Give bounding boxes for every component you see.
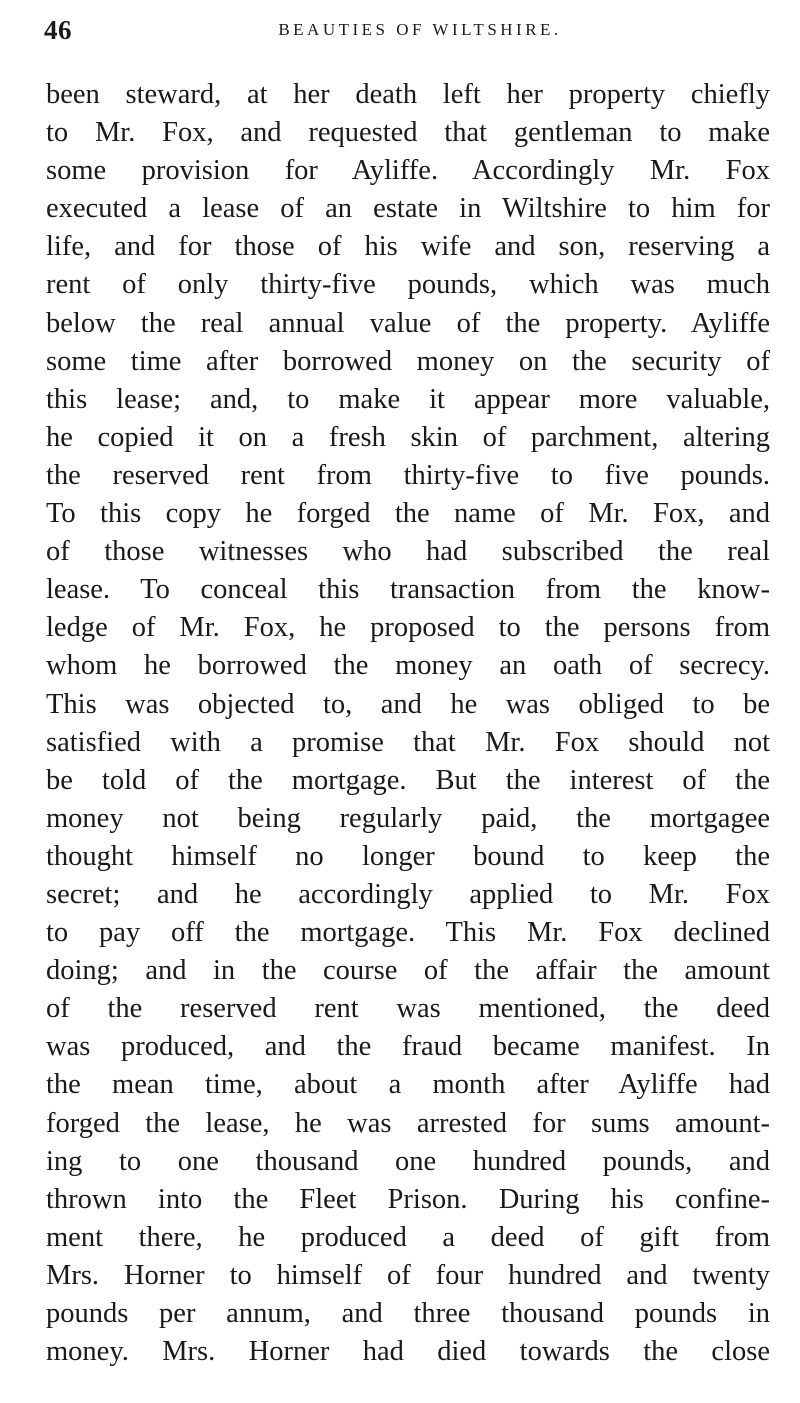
text-line: thought himself no longer bound to keep the xyxy=(46,840,770,872)
text-line: lease. To conceal this transaction from the know- xyxy=(46,574,770,606)
text-line: executed a lease of an estate in Wiltshire to him for xyxy=(46,193,770,225)
text-line: Mrs. Horner to himself of four hundred and twenty xyxy=(46,1259,770,1291)
running-head: BEAUTIES OF WILTSHIRE. xyxy=(278,20,562,39)
text-line: been steward, at her death left her property chiefly xyxy=(46,79,770,110)
text-line: life, and for those of his wife and son, reserving a xyxy=(46,231,770,263)
text-line: whom he borrowed the money an oath of secrecy. xyxy=(46,650,770,682)
text-line: forged the lease, he was arrested for sums amount- xyxy=(46,1107,770,1139)
text-line: money. Mrs. Horner had died towards the close xyxy=(46,1336,770,1368)
text-line: thrown into the Fleet Prison. During his confine- xyxy=(46,1183,770,1215)
text-line: ledge of Mr. Fox, he proposed to the persons from xyxy=(46,612,770,644)
text-line: secret; and he accordingly applied to Mr. Fox xyxy=(46,878,770,910)
text-line: the mean time, about a month after Ayliffe had xyxy=(46,1069,770,1101)
page-header xyxy=(44,10,766,50)
text-line: the reserved rent from thirty-five to five pounds. xyxy=(46,459,770,491)
body-text xyxy=(46,76,770,1371)
text-line: This was objected to, and he was obliged to be xyxy=(46,688,770,720)
text-line: rent of only thirty-five pounds, which was much xyxy=(46,269,770,301)
text-line: ment there, he produced a deed of gift from xyxy=(46,1221,770,1253)
text-line: To this copy he forged the name of Mr. Fox, and xyxy=(46,498,770,530)
text-line: of those witnesses who had subscribed the real xyxy=(46,536,770,568)
page-number: 46 xyxy=(44,15,72,45)
text-line: some time after borrowed money on the security of xyxy=(46,345,770,377)
text-line: be told of the mortgage. But the interest of the xyxy=(46,764,770,796)
text-line: this lease; and, to make it appear more valuable, xyxy=(46,383,770,415)
text-line: of the reserved rent was mentioned, the deed xyxy=(46,993,770,1025)
text-line: he copied it on a fresh skin of parchment, altering xyxy=(46,421,770,453)
text-line: pounds per annum, and three thousand pounds in xyxy=(46,1298,770,1329)
text-line: satisfied with a promise that Mr. Fox should not xyxy=(46,726,770,758)
text-line: ing to one thousand one hundred pounds, and xyxy=(46,1145,770,1177)
text-line: to pay off the mortgage. This Mr. Fox declined xyxy=(46,917,770,949)
text-line: some provision for Ayliffe. Accordingly Mr. Fox xyxy=(46,155,770,187)
text-line: doing; and in the course of the affair the amount xyxy=(46,955,770,987)
text-line: money not being regularly paid, the mortgagee xyxy=(46,802,770,834)
text-line: below the real annual value of the property. Ayliffe xyxy=(46,307,770,339)
text-line: was produced, and the fraud became manifest. In xyxy=(46,1031,770,1063)
text-line: to Mr. Fox, and requested that gentleman to make xyxy=(46,117,770,149)
